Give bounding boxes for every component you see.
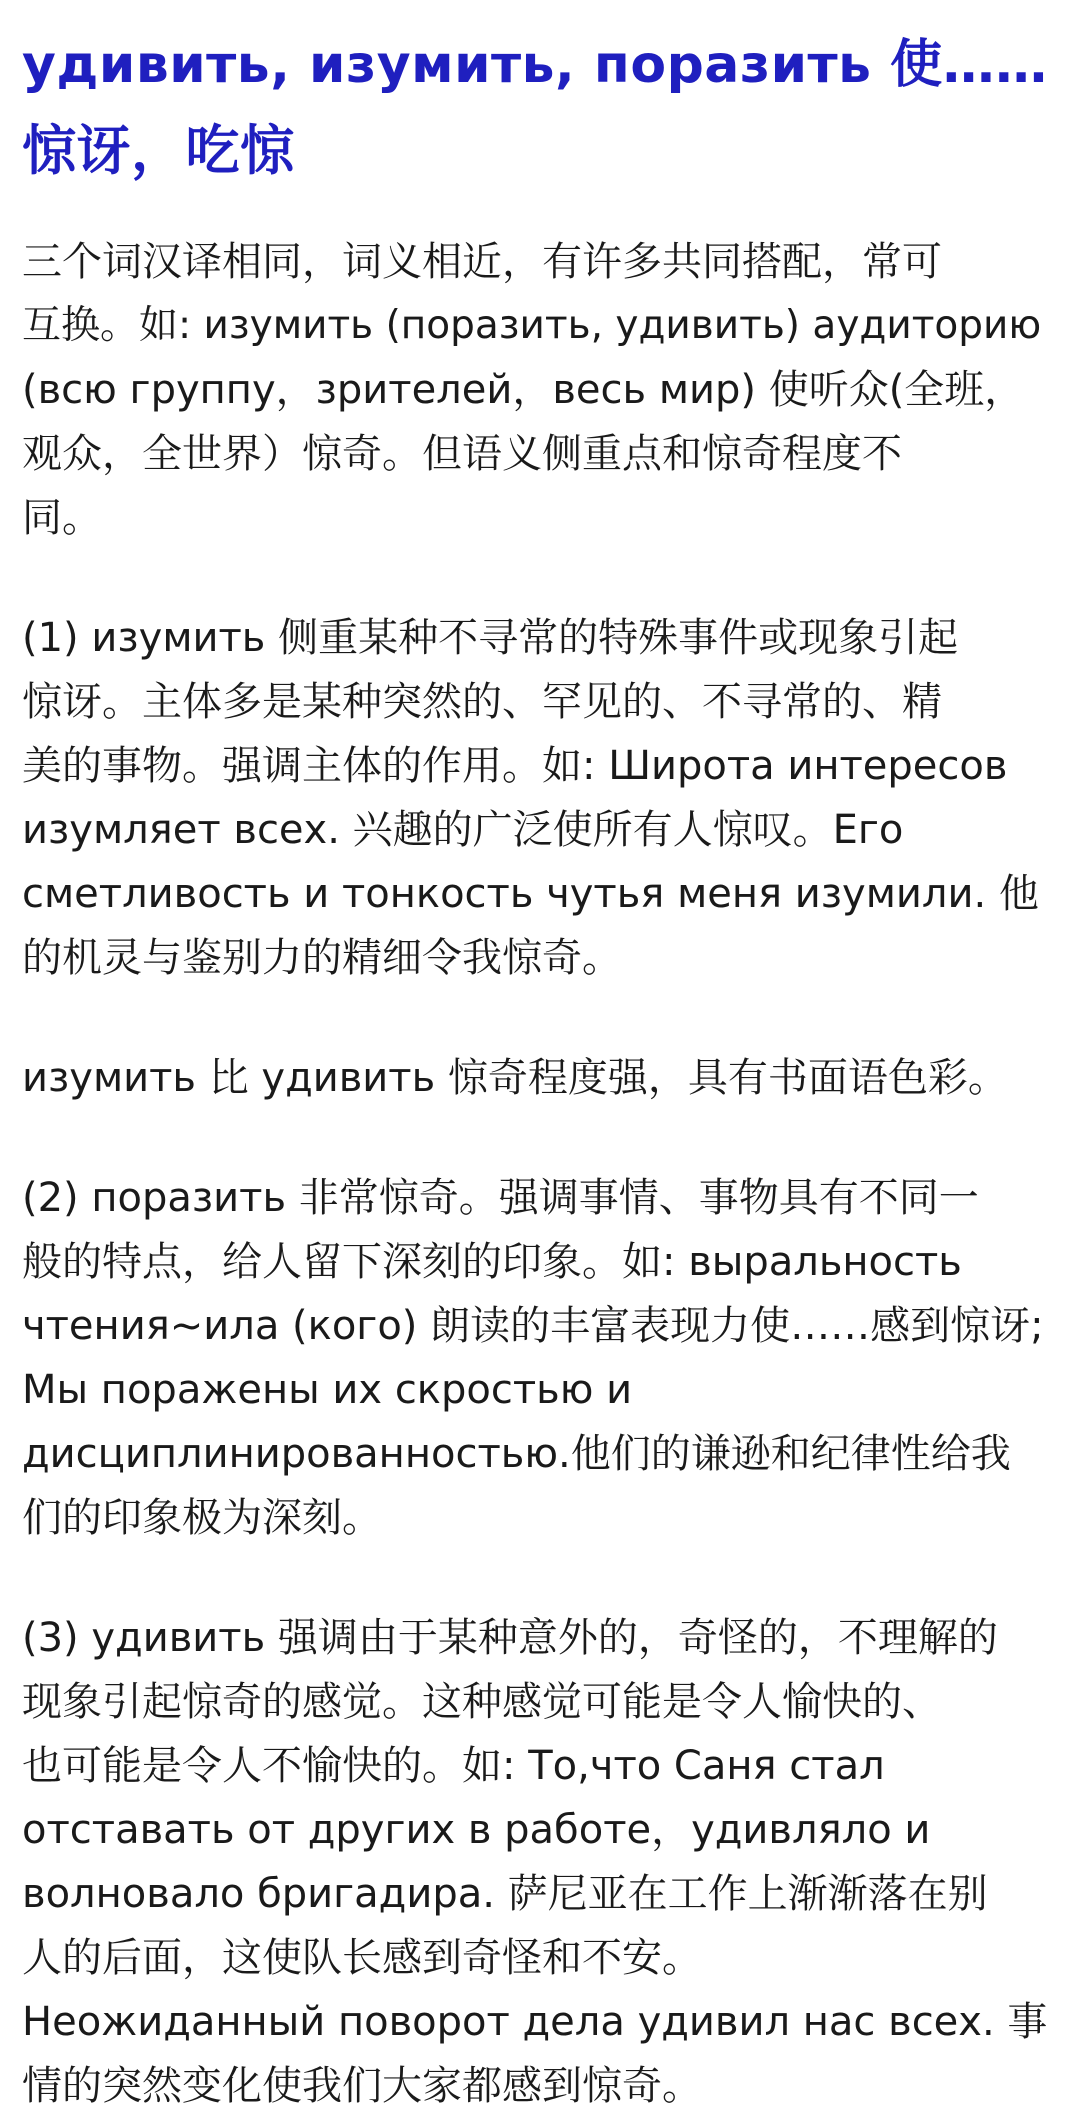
text-line: сметливость и тонкость чутья меня изумили. 他 — [22, 871, 1039, 917]
text-line: 互换。如: изумить (поразить, удивить) аудиторию — [22, 303, 1042, 348]
title-line: удивить, изумить, поразить 使…… — [22, 35, 1048, 95]
text-line: 人的后面，这使队长感到奇怪和不安。 — [22, 1935, 702, 1981]
text-line: Неожиданный поворот дела удивил нас всех. 事 — [22, 1999, 1048, 2045]
text-line: волновало бригадира. 萨尼亚在工作上渐渐落在别 — [22, 1871, 988, 1917]
text-line: 观众，全世界）惊奇。但语义侧重点和惊奇程度不 — [22, 431, 902, 477]
text-line: (2) поразить 非常惊奇。强调事情、事物具有不同一 — [22, 1175, 979, 1221]
text-line: 般的特点，给人留下深刻的印象。如: выральность — [22, 1239, 962, 1285]
intro-paragraph — [22, 230, 1054, 550]
text-line: отставать от других в работе，удивляло и — [22, 1807, 931, 1853]
text-line: 也可能是令人不愉快的。如: То,что Саня стал — [22, 1743, 885, 1789]
text-line: 情的突然变化使我们大家都感到惊奇。 — [22, 2063, 702, 2109]
comparison-note — [22, 1046, 1054, 1110]
section-izumit — [22, 606, 1054, 990]
text-line: (1) изумить 侧重某种不寻常的特殊事件或现象引起 — [22, 615, 959, 661]
text-line: 的机灵与鉴别力的精细令我惊奇。 — [22, 935, 622, 981]
section-porazit — [22, 1166, 1054, 1550]
text-line: дисциплинированностью.他们的谦逊和纪律性给我 — [22, 1431, 1011, 1477]
text-line: изумляет всех. 兴趣的广泛使所有人惊叹。Его — [22, 807, 904, 853]
text-line: изумить 比 удивить 惊奇程度强，具有书面语色彩。 — [22, 1055, 1008, 1101]
text-line: 惊讶。主体多是某种突然的、罕见的、不寻常的、精 — [22, 679, 942, 725]
text-line: 同。 — [22, 495, 102, 541]
text-line: 美的事物。强调主体的作用。如: Широта интересов — [22, 743, 1008, 789]
text-line: 们的印象极为深刻。 — [22, 1495, 382, 1541]
text-line: (всю группу，зрителей，весь мир) 使听众(全班， — [22, 367, 1025, 413]
page-title — [22, 22, 1054, 194]
text-line: (3) удивить 强调由于某种意外的，奇怪的，不理解的 — [22, 1615, 998, 1661]
text-line: Мы поражены их скростью и — [22, 1367, 633, 1413]
text-line: 现象引起惊奇的感觉。这种感觉可能是令人愉快的、 — [22, 1679, 942, 1725]
section-udivit — [22, 1606, 1054, 2118]
text-line: 三个词汉译相同，词义相近，有许多共同搭配，常可 — [22, 239, 942, 285]
text-line: чтения~ила (кого) 朗读的丰富表现力使……感到惊讶; — [22, 1303, 1044, 1349]
title-line: 惊讶，吃惊 — [22, 119, 295, 182]
